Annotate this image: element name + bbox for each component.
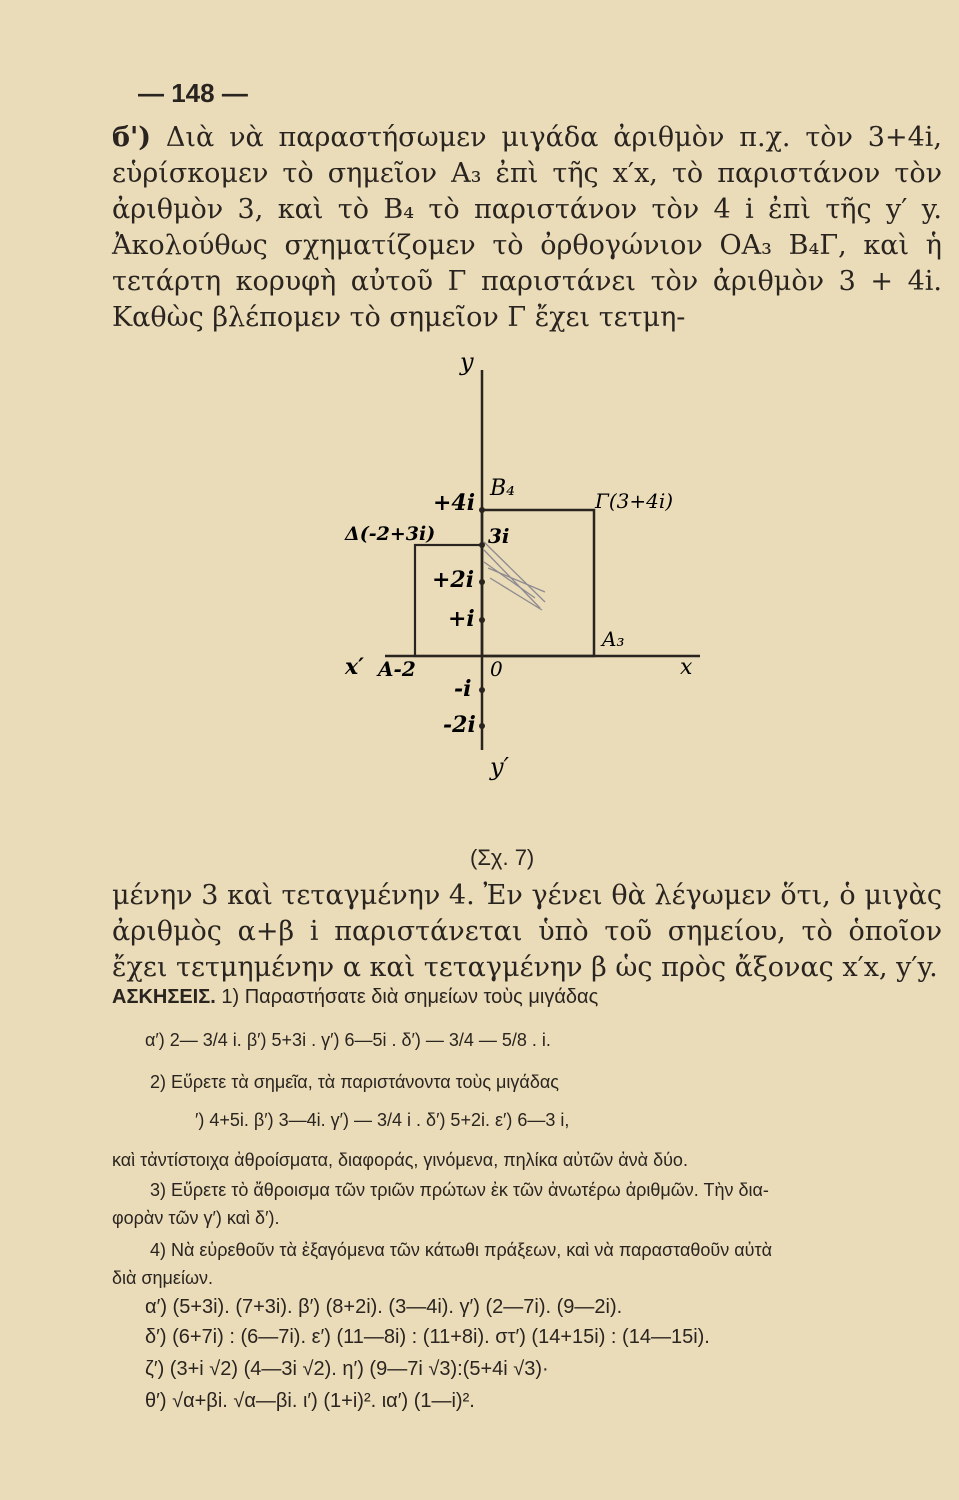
exercise-3-line2: φορὰν τῶν γ′) καὶ δ′). <box>112 1208 280 1228</box>
exercises-heading: ΑΣΚΗΣΕΙΣ. <box>112 986 216 1008</box>
label-y-prime: y′ <box>490 753 510 781</box>
figure-caption: (Σχ. 7) <box>470 845 535 870</box>
label-y: y <box>460 348 474 376</box>
label-x-prime: x′ <box>345 654 364 680</box>
exercise-2-items: ′) 4+5i. β′) 3—4i. γ′) — 3/4 i . δ′) 5+2i. ε′) 6—3 i, <box>195 1110 570 1130</box>
exercise-3-line1: 3) Εὕρετε τὸ ἄθροισμα τῶν τριῶν πρώτων ἐκ τῶν ἀνωτέρω ἀριθμῶν. Τὴν δια- <box>150 1180 769 1200</box>
pencil-marks <box>484 542 545 610</box>
label-b4: B₄ <box>490 476 515 501</box>
label-minus2i: -2i <box>443 712 476 738</box>
label-a3: A₃ <box>602 627 625 651</box>
operations-a: α′) (5+3i). (7+3i). β′) (8+2i). (3—4i). γ′) (2—7i). (9—2i). <box>145 1296 623 1318</box>
exercise-4-line2: διὰ σημείων. <box>112 1268 213 1288</box>
label-x: x <box>680 655 693 680</box>
label-plus1i: +i <box>448 606 475 632</box>
intro-paragraph <box>112 120 942 336</box>
label-minus1i: -i <box>454 676 472 702</box>
exercise-4-line1: 4) Νὰ εὑρεθοῦν τὰ ἐξαγόμενα τῶν κάτωθι πράξεων, καὶ νὰ παρασταθοῦν αὐτὰ <box>150 1240 773 1260</box>
exercise-1-intro: ΑΣΚΗΣΕΙΣ. 1) Παραστήσατε διὰ σημείων τοὺς μιγάδας <box>112 986 599 1008</box>
label-delta: Δ(-2+3i) <box>345 523 436 545</box>
operations-z: ζ′) (3+i √2) (4—3i √2). η′) (9—7i √3):(5+4i √3)· <box>145 1358 549 1380</box>
operations-d: δ′) (6+7i) : (6—7i). ε′) (11—8i) : (11+8i). στ′) (14+15i) : (14—15i). <box>145 1326 710 1348</box>
page-number: — 148 — <box>138 78 248 108</box>
exercise-2-intro: 2) Εὕρετε τὰ σημεῖα, τὰ παριστάνοντα τοὺς μιγάδας <box>150 1072 559 1092</box>
label-a-minus2: A-2 <box>378 657 416 681</box>
label-origin: 0 <box>490 657 503 681</box>
label-plus4i: +4i <box>433 490 476 516</box>
label-3i: 3i <box>488 524 510 548</box>
paragraph-marker: б') <box>112 122 152 153</box>
intro-text: Διὰ νὰ παραστήσωμεν μιγάδα ἀριθμὸν π.χ. τὸν 3+4i, εὑρίσκομεν τὸ σημεῖον A₃ ἐπὶ τῆς x′x, τὸ παριστάνον τὸν ἀριθμὸν 3, καὶ τὸ B₄ τὸ παριστάνον τὸν 4 i ἐπὶ τῆς y′ y. Ἀκολούθως σχηματίζομεν τὸ ὀρθογώνιον OA₃ B₄Γ, καὶ ἡ τετάρτη κορυφὴ αὐτοῦ Γ παριστάνει τὸν ἀριθμὸν 3 + 4i. Καθὼς βλέπομεν τὸ σημεῖον Γ ἔχει τετμη- <box>112 122 942 333</box>
exercise-2-tail: καὶ τἀντίστοιχα ἀθροίσματα, διαφοράς, γινόμενα, πηλίκα αὐτῶν ἀνὰ δύο. <box>112 1150 688 1170</box>
complex-plane-figure <box>0 330 959 850</box>
label-plus2i: +2i <box>432 567 475 593</box>
operations-th: θ′) √α+βi. √α—βi. ι′) (1+i)². ια′) (1—i)². <box>145 1390 475 1412</box>
continuation-paragraph: μένην 3 καὶ τεταγμένην 4. Ἐν γένει θὰ λέγωμεν ὅτι, ὁ μιγὰς ἀριθμὸς α+β i παριστάνεται ὑπὸ τοῦ σημείου, τὸ ὁποῖον ἔχει τετμημένην α καὶ τεταγμένην β ὡς πρὸς ἄξονας x′x, y′y. <box>112 880 942 983</box>
rectangle-delta <box>415 545 482 656</box>
label-gamma: Γ(3+4i) <box>595 489 674 513</box>
exercise-1-items: α′) 2— 3/4 i. β′) 5+3i . γ′) 6—5i . δ′) — 3/4 — 5/8 . i. <box>145 1030 551 1050</box>
